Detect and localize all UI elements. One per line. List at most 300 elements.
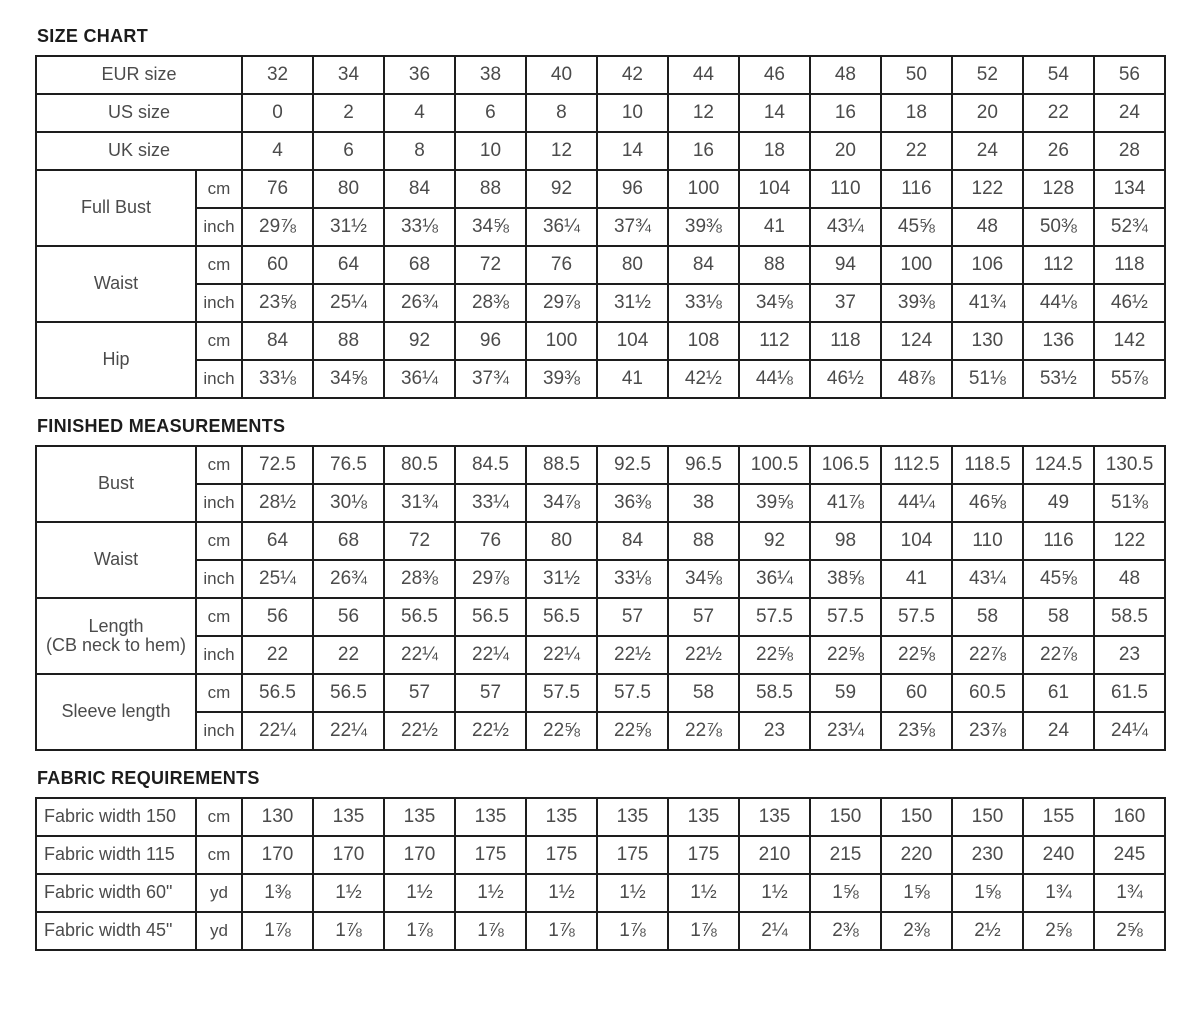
value-cell: 44⅛ [1023, 284, 1094, 322]
value-cell: 22½ [668, 636, 739, 674]
value-cell: 54 [1023, 56, 1094, 94]
value-cell: 1½ [313, 874, 384, 912]
value-cell: 29⅞ [242, 208, 313, 246]
value-cell: 124.5 [1023, 446, 1094, 484]
table-row [36, 208, 1165, 246]
value-cell: 68 [384, 246, 455, 284]
value-cell: 39⅜ [881, 284, 952, 322]
value-cell: 10 [597, 94, 668, 132]
value-cell: 72.5 [242, 446, 313, 484]
table-row [36, 674, 1165, 712]
value-cell: 112 [739, 322, 810, 360]
value-cell: 41⅞ [810, 484, 881, 522]
value-cell: 22⅝ [739, 636, 810, 674]
value-cell: 1½ [384, 874, 455, 912]
value-cell: 56.5 [384, 598, 455, 636]
value-cell: 42 [597, 56, 668, 94]
value-cell: 112.5 [881, 446, 952, 484]
value-cell: 45⅝ [1023, 560, 1094, 598]
value-cell: 104 [739, 170, 810, 208]
value-cell: 56 [1094, 56, 1165, 94]
value-cell: 135 [739, 798, 810, 836]
value-cell: 104 [597, 322, 668, 360]
value-cell: 23⅞ [952, 712, 1023, 750]
unit-label: cm [196, 598, 242, 636]
value-cell: 57 [455, 674, 526, 712]
value-cell: 1⅞ [313, 912, 384, 950]
value-cell: 38⅝ [810, 560, 881, 598]
value-cell: 61 [1023, 674, 1094, 712]
value-cell: 134 [1094, 170, 1165, 208]
value-cell: 2⅜ [810, 912, 881, 950]
value-cell: 34⅞ [526, 484, 597, 522]
value-cell: 64 [313, 246, 384, 284]
value-cell: 51⅜ [1094, 484, 1165, 522]
value-cell: 1⅞ [597, 912, 668, 950]
value-cell: 2⅝ [1094, 912, 1165, 950]
value-cell: 2⅝ [1023, 912, 1094, 950]
value-cell: 96 [455, 322, 526, 360]
value-cell: 1⅝ [952, 874, 1023, 912]
row-label: Bust [36, 446, 196, 522]
value-cell: 170 [313, 836, 384, 874]
row-label: Fabric width 150 [36, 798, 196, 836]
value-cell: 23¼ [810, 712, 881, 750]
table-row [36, 522, 1165, 560]
value-cell: 1⅜ [242, 874, 313, 912]
unit-label: inch [196, 712, 242, 750]
value-cell: 12 [526, 132, 597, 170]
row-label: Hip [36, 322, 196, 398]
value-cell: 37¾ [597, 208, 668, 246]
value-cell: 76 [455, 522, 526, 560]
value-cell: 57.5 [810, 598, 881, 636]
value-cell: 31½ [597, 284, 668, 322]
value-cell: 1⅞ [455, 912, 526, 950]
row-label: Full Bust [36, 170, 196, 246]
value-cell: 128 [1023, 170, 1094, 208]
value-cell: 61.5 [1094, 674, 1165, 712]
value-cell: 36¼ [384, 360, 455, 398]
value-cell: 28½ [242, 484, 313, 522]
table-row [36, 874, 1165, 912]
value-cell: 37¾ [455, 360, 526, 398]
value-cell: 80.5 [384, 446, 455, 484]
value-cell: 52 [952, 56, 1023, 94]
value-cell: 22⅝ [597, 712, 668, 750]
value-cell: 2½ [952, 912, 1023, 950]
value-cell: 88 [739, 246, 810, 284]
value-cell: 92 [739, 522, 810, 560]
value-cell: 29⅞ [526, 284, 597, 322]
value-cell: 1⅞ [384, 912, 455, 950]
value-cell: 92 [384, 322, 455, 360]
value-cell: 32 [242, 56, 313, 94]
value-cell: 106.5 [810, 446, 881, 484]
unit-label: inch [196, 208, 242, 246]
value-cell: 30⅛ [313, 484, 384, 522]
value-cell: 1½ [526, 874, 597, 912]
value-cell: 33¼ [455, 484, 526, 522]
value-cell: 48 [1094, 560, 1165, 598]
value-cell: 118 [810, 322, 881, 360]
value-cell: 142 [1094, 322, 1165, 360]
value-cell: 43¼ [810, 208, 881, 246]
table-row [36, 284, 1165, 322]
value-cell: 58.5 [1094, 598, 1165, 636]
value-cell: 210 [739, 836, 810, 874]
value-cell: 60 [881, 674, 952, 712]
value-cell: 22⅞ [952, 636, 1023, 674]
value-cell: 57.5 [597, 674, 668, 712]
value-cell: 41 [881, 560, 952, 598]
value-cell: 39⅜ [526, 360, 597, 398]
value-cell: 48⅞ [881, 360, 952, 398]
value-cell: 56.5 [526, 598, 597, 636]
value-cell: 58 [952, 598, 1023, 636]
value-cell: 29⅞ [455, 560, 526, 598]
value-cell: 118.5 [952, 446, 1023, 484]
value-cell: 46 [739, 56, 810, 94]
value-cell: 1⅞ [526, 912, 597, 950]
value-cell: 22½ [455, 712, 526, 750]
table-row [36, 360, 1165, 398]
value-cell: 34⅝ [455, 208, 526, 246]
value-cell: 150 [881, 798, 952, 836]
value-cell: 55⅞ [1094, 360, 1165, 398]
value-cell: 84 [384, 170, 455, 208]
value-cell: 24 [952, 132, 1023, 170]
value-cell: 155 [1023, 798, 1094, 836]
value-cell: 22 [881, 132, 952, 170]
unit-label: yd [196, 912, 242, 950]
value-cell: 48 [810, 56, 881, 94]
value-cell: 1⅞ [242, 912, 313, 950]
value-cell: 2 [313, 94, 384, 132]
value-cell: 110 [952, 522, 1023, 560]
size-chart-table [35, 55, 1166, 399]
table-row [36, 246, 1165, 284]
value-cell: 38 [668, 484, 739, 522]
row-label: Waist [36, 522, 196, 598]
value-cell: 56 [242, 598, 313, 636]
value-cell: 36¼ [739, 560, 810, 598]
row-label: US size [36, 94, 242, 132]
value-cell: 20 [810, 132, 881, 170]
value-cell: 46½ [1094, 284, 1165, 322]
value-cell: 175 [597, 836, 668, 874]
value-cell: 44⅛ [739, 360, 810, 398]
value-cell: 22¼ [526, 636, 597, 674]
value-cell: 130.5 [1094, 446, 1165, 484]
value-cell: 175 [668, 836, 739, 874]
value-cell: 31½ [313, 208, 384, 246]
fabric-requirements-table [35, 797, 1166, 951]
value-cell: 52¾ [1094, 208, 1165, 246]
value-cell: 36 [384, 56, 455, 94]
row-label: Sleeve length [36, 674, 196, 750]
value-cell: 12 [668, 94, 739, 132]
value-cell: 34 [313, 56, 384, 94]
row-label: Fabric width 115 [36, 836, 196, 874]
table-row [36, 560, 1165, 598]
value-cell: 56.5 [313, 674, 384, 712]
row-label: EUR size [36, 56, 242, 94]
value-cell: 76 [526, 246, 597, 284]
unit-label: cm [196, 798, 242, 836]
row-label: Fabric width 45" [36, 912, 196, 950]
value-cell: 41 [739, 208, 810, 246]
value-cell: 80 [597, 246, 668, 284]
value-cell: 42½ [668, 360, 739, 398]
value-cell: 56.5 [455, 598, 526, 636]
value-cell: 108 [668, 322, 739, 360]
value-cell: 23 [739, 712, 810, 750]
table-row [36, 94, 1165, 132]
unit-label: inch [196, 360, 242, 398]
table-row [36, 322, 1165, 360]
value-cell: 18 [739, 132, 810, 170]
value-cell: 22⅝ [810, 636, 881, 674]
value-cell: 150 [810, 798, 881, 836]
value-cell: 28⅜ [455, 284, 526, 322]
table-row [36, 912, 1165, 950]
value-cell: 135 [526, 798, 597, 836]
value-cell: 6 [313, 132, 384, 170]
table-row [36, 636, 1165, 674]
value-cell: 33⅛ [668, 284, 739, 322]
value-cell: 130 [242, 798, 313, 836]
section-title-size-chart: SIZE CHART [37, 26, 148, 46]
unit-label: cm [196, 522, 242, 560]
value-cell: 49 [1023, 484, 1094, 522]
value-cell: 22¼ [242, 712, 313, 750]
value-cell: 2⅜ [881, 912, 952, 950]
value-cell: 60.5 [952, 674, 1023, 712]
value-cell: 44¼ [881, 484, 952, 522]
value-cell: 33⅛ [384, 208, 455, 246]
value-cell: 51⅛ [952, 360, 1023, 398]
value-cell: 8 [384, 132, 455, 170]
value-cell: 57.5 [881, 598, 952, 636]
value-cell: 100 [881, 246, 952, 284]
value-cell: 1¾ [1094, 874, 1165, 912]
value-cell: 116 [881, 170, 952, 208]
value-cell: 44 [668, 56, 739, 94]
value-cell: 36¼ [526, 208, 597, 246]
value-cell: 8 [526, 94, 597, 132]
value-cell: 150 [952, 798, 1023, 836]
value-cell: 56.5 [242, 674, 313, 712]
value-cell: 72 [455, 246, 526, 284]
value-cell: 39⅜ [668, 208, 739, 246]
unit-label: cm [196, 322, 242, 360]
value-cell: 135 [668, 798, 739, 836]
value-cell: 10 [455, 132, 526, 170]
value-cell: 22½ [597, 636, 668, 674]
value-cell: 57 [384, 674, 455, 712]
value-cell: 28 [1094, 132, 1165, 170]
value-cell: 41 [597, 360, 668, 398]
value-cell: 53½ [1023, 360, 1094, 398]
value-cell: 57 [668, 598, 739, 636]
value-cell: 50⅜ [1023, 208, 1094, 246]
value-cell: 26¾ [313, 560, 384, 598]
value-cell: 40 [526, 56, 597, 94]
value-cell: 58.5 [739, 674, 810, 712]
value-cell: 24 [1094, 94, 1165, 132]
value-cell: 175 [455, 836, 526, 874]
value-cell: 37 [810, 284, 881, 322]
value-cell: 33⅛ [597, 560, 668, 598]
value-cell: 46⅝ [952, 484, 1023, 522]
value-cell: 31½ [526, 560, 597, 598]
value-cell: 135 [313, 798, 384, 836]
value-cell: 230 [952, 836, 1023, 874]
value-cell: 124 [881, 322, 952, 360]
value-cell: 22¼ [313, 712, 384, 750]
table-row [36, 712, 1165, 750]
table-row [36, 132, 1165, 170]
value-cell: 58 [668, 674, 739, 712]
value-cell: 22 [242, 636, 313, 674]
value-cell: 22¼ [455, 636, 526, 674]
unit-label: cm [196, 246, 242, 284]
value-cell: 57.5 [739, 598, 810, 636]
value-cell: 59 [810, 674, 881, 712]
value-cell: 31¾ [384, 484, 455, 522]
value-cell: 46½ [810, 360, 881, 398]
value-cell: 14 [739, 94, 810, 132]
value-cell: 88 [313, 322, 384, 360]
value-cell: 18 [881, 94, 952, 132]
value-cell: 23⅝ [881, 712, 952, 750]
value-cell: 170 [242, 836, 313, 874]
value-cell: 72 [384, 522, 455, 560]
value-cell: 122 [1094, 522, 1165, 560]
value-cell: 34⅝ [313, 360, 384, 398]
value-cell: 1⅞ [668, 912, 739, 950]
value-cell: 22¼ [384, 636, 455, 674]
value-cell: 38 [455, 56, 526, 94]
value-cell: 22⅞ [668, 712, 739, 750]
row-label: Fabric width 60" [36, 874, 196, 912]
value-cell: 76.5 [313, 446, 384, 484]
value-cell: 1¾ [1023, 874, 1094, 912]
unit-label: cm [196, 836, 242, 874]
value-cell: 43¼ [952, 560, 1023, 598]
value-cell: 100.5 [739, 446, 810, 484]
value-cell: 26 [1023, 132, 1094, 170]
value-cell: 24 [1023, 712, 1094, 750]
unit-label: cm [196, 674, 242, 712]
value-cell: 80 [526, 522, 597, 560]
value-cell: 96 [597, 170, 668, 208]
value-cell: 50 [881, 56, 952, 94]
value-cell: 48 [952, 208, 1023, 246]
value-cell: 220 [881, 836, 952, 874]
value-cell: 16 [668, 132, 739, 170]
value-cell: 24¼ [1094, 712, 1165, 750]
value-cell: 106 [952, 246, 1023, 284]
value-cell: 22 [313, 636, 384, 674]
value-cell: 57.5 [526, 674, 597, 712]
value-cell: 2¼ [739, 912, 810, 950]
value-cell: 23 [1094, 636, 1165, 674]
value-cell: 84 [668, 246, 739, 284]
value-cell: 175 [526, 836, 597, 874]
value-cell: 16 [810, 94, 881, 132]
value-cell: 33⅛ [242, 360, 313, 398]
value-cell: 136 [1023, 322, 1094, 360]
value-cell: 110 [810, 170, 881, 208]
value-cell: 88 [455, 170, 526, 208]
table-row [36, 170, 1165, 208]
value-cell: 22⅞ [1023, 636, 1094, 674]
value-cell: 25¼ [313, 284, 384, 322]
unit-label: inch [196, 636, 242, 674]
table-row [36, 836, 1165, 874]
value-cell: 84 [242, 322, 313, 360]
value-cell: 1⅝ [881, 874, 952, 912]
value-cell: 84.5 [455, 446, 526, 484]
value-cell: 135 [597, 798, 668, 836]
value-cell: 14 [597, 132, 668, 170]
value-cell: 96.5 [668, 446, 739, 484]
value-cell: 112 [1023, 246, 1094, 284]
value-cell: 0 [242, 94, 313, 132]
value-cell: 240 [1023, 836, 1094, 874]
row-label: Waist [36, 246, 196, 322]
value-cell: 22 [1023, 94, 1094, 132]
value-cell: 94 [810, 246, 881, 284]
table-row [36, 598, 1165, 636]
value-cell: 68 [313, 522, 384, 560]
value-cell: 22⅝ [526, 712, 597, 750]
value-cell: 130 [952, 322, 1023, 360]
value-cell: 22½ [384, 712, 455, 750]
value-cell: 245 [1094, 836, 1165, 874]
value-cell: 88 [668, 522, 739, 560]
unit-label: yd [196, 874, 242, 912]
value-cell: 4 [384, 94, 455, 132]
value-cell: 160 [1094, 798, 1165, 836]
table-row [36, 56, 1165, 94]
value-cell: 135 [384, 798, 455, 836]
row-label: UK size [36, 132, 242, 170]
value-cell: 4 [242, 132, 313, 170]
table-row [36, 446, 1165, 484]
value-cell: 104 [881, 522, 952, 560]
row-label: Length (CB neck to hem) [36, 598, 196, 674]
value-cell: 1½ [668, 874, 739, 912]
value-cell: 1½ [597, 874, 668, 912]
value-cell: 88.5 [526, 446, 597, 484]
value-cell: 60 [242, 246, 313, 284]
unit-label: inch [196, 560, 242, 598]
value-cell: 100 [668, 170, 739, 208]
value-cell: 57 [597, 598, 668, 636]
value-cell: 100 [526, 322, 597, 360]
section-title-finished-measurements: FINISHED MEASUREMENTS [37, 416, 286, 436]
value-cell: 36⅜ [597, 484, 668, 522]
value-cell: 25¼ [242, 560, 313, 598]
value-cell: 1⅝ [810, 874, 881, 912]
value-cell: 22⅝ [881, 636, 952, 674]
value-cell: 135 [455, 798, 526, 836]
value-cell: 118 [1094, 246, 1165, 284]
value-cell: 92 [526, 170, 597, 208]
